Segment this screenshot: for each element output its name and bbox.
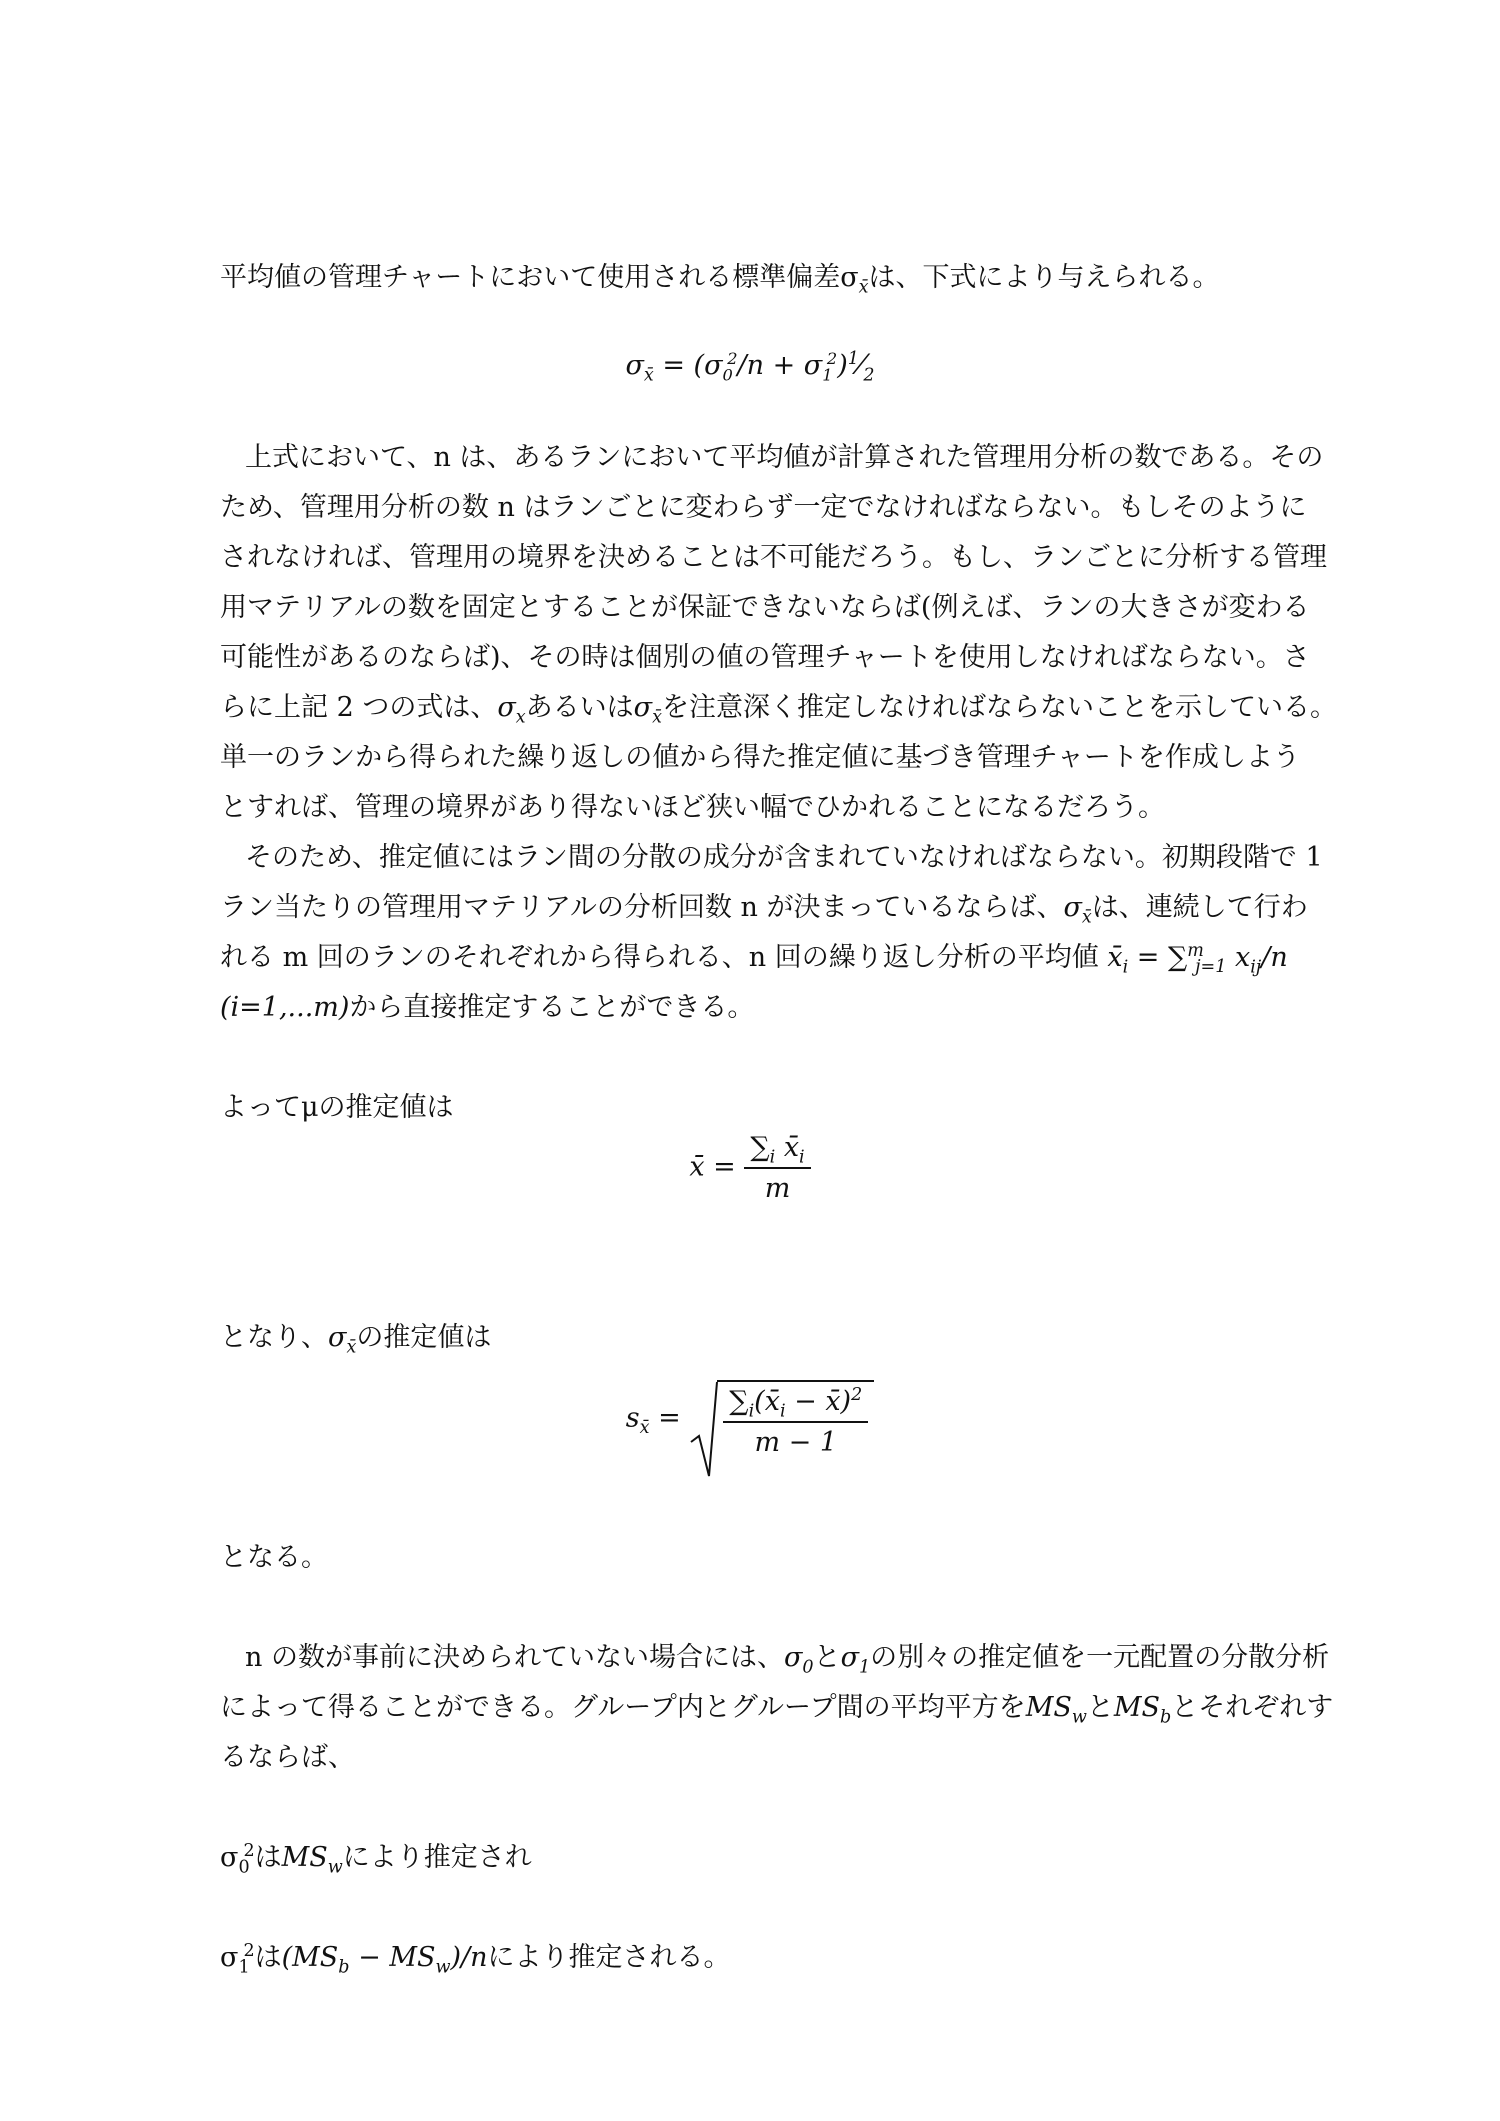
paragraph-2-line-2 — [220, 888, 1308, 928]
sigma-xbar-symbol-3: $\sigma_{x̄}$ — [328, 1322, 357, 1358]
paragraph-1-line-7: 単一のランから得られた繰り返しの値から得た推定値に基づき管理チャートを作成しよう — [220, 742, 1300, 773]
p2-l4-b: から直接推定することができる。 — [349, 992, 755, 1023]
paragraph-1-line-4: 用マテリアルの数を固定とすることが保証できないならば(例えば、ランの大きさが変わる — [220, 592, 1310, 623]
paragraph-3-line-3: るならば、 — [220, 1742, 355, 1773]
paragraph-3-line-2 — [220, 1688, 1334, 1728]
p1-l6-b: あるいは — [525, 692, 634, 723]
paragraph-2-line-1: そのため、推定値にはラン間の分散の成分が含まれていなければならない。初期段階で 1 — [245, 842, 1323, 873]
paragraph-1-line-8: とすれば、管理の境界があり得ないほど狭い幅でひかれることになるだろう。 — [220, 792, 1165, 823]
square-root-icon: $\frac{\sum_i(x̄_i - x̄)^2}{m - 1}$ — [689, 1380, 874, 1458]
p1-l6-c: を注意深く推定しなければならないことを示している。 — [662, 692, 1337, 723]
paragraph-2-line-4 — [220, 988, 1300, 1028]
sigma0-squared-symbol: $\sigma_0^2$ — [220, 1841, 255, 1878]
paragraph-1-line-5: 可能性があるのならば)、その時は個別の値の管理チャートを使用しなければならない。さ — [220, 642, 1310, 673]
intro-text: 平均値の管理チャートにおいて使用される標準偏差σ — [220, 262, 859, 293]
est1-b: により推定され — [342, 1842, 532, 1873]
p3-l1-c: の別々の推定値を一元配置の分散分析 — [870, 1642, 1330, 1673]
ms-w-symbol: $MS_w$ — [1025, 1692, 1087, 1728]
paragraph-2-line-3 — [220, 938, 1300, 978]
xbar-subscript: x̄ — [858, 277, 869, 298]
est2-b: により推定される。 — [487, 1942, 731, 1973]
p3-l2-a: によって得ることができる。グループ内とグループ間の平均平方を — [220, 1692, 1026, 1723]
paragraph-1-line-3: されなければ、管理用の境界を決めることは不可能だろう。もし、ランごとに分析する管理 — [220, 542, 1327, 573]
sigma-estimate-line — [220, 1318, 1300, 1358]
sigma-line-b: の推定値は — [356, 1322, 492, 1353]
p3-l1-b: と — [813, 1642, 841, 1673]
p1-l6-a: らに上記 2 つの式は、 — [220, 692, 498, 723]
p2-l2-a: ラン当たりの管理用マテリアルの分析回数 n が決まっているならば、 — [220, 892, 1064, 923]
p3-l1-a: n の数が事前に決められていない場合には、 — [245, 1642, 784, 1673]
sigma-1-symbol: $\sigma_1$ — [840, 1642, 871, 1678]
estimate-sigma0-line: $\sigma_0^2$は$MS_w$により推定され — [220, 1841, 532, 1878]
paragraph-1-line-6 — [220, 688, 1337, 728]
equation-xbar-estimate: x̄ = $\frac{\sum_i x̄_i}{m}$ — [0, 1132, 1500, 1204]
index-range: (i=1,...m) — [220, 992, 350, 1023]
intro-tail-text: は、下式により与えられる。 — [868, 262, 1220, 293]
sigma-x-symbol: $\sigma_x$ — [497, 692, 526, 728]
sigma-0-symbol: $\sigma_0$ — [783, 1642, 814, 1678]
sigma-xbar-symbol: $\sigma_{x̄}$ — [633, 692, 662, 728]
p3-l2-c: とそれぞれす — [1171, 1692, 1334, 1723]
ms-difference-formula: $(MS_b - MS_w)/n$ — [281, 1942, 488, 1978]
p2-l2-b: は、連続して行わ — [1091, 892, 1308, 923]
sigma1-squared-symbol: $\sigma_1^2$ — [220, 1941, 255, 1978]
ms-w-symbol-2: $MS_w$ — [281, 1842, 343, 1878]
intro-line — [220, 258, 1300, 298]
ms-b-symbol: $MS_b$ — [1113, 1692, 1172, 1728]
p3-l2-b: と — [1086, 1692, 1114, 1723]
estimate-sigma1-line: $\sigma_1^2$は$(MS_b - MS_w)/n$により推定される。 — [220, 1941, 731, 1978]
equation-sigma-xbar: $\sigma_{x̄} = (\sigma_0^2/n$ + $\sigma_1^2)^1⁄_2$ — [625, 349, 875, 386]
sigma-line-a: となり、 — [220, 1322, 328, 1353]
mu-estimate-line: よってμの推定値は — [220, 1092, 454, 1123]
sigma-xbar-symbol-2: $\sigma_{x̄}$ — [1063, 892, 1092, 928]
naru-line: となる。 — [220, 1542, 328, 1573]
equation-s-xbar: $s_{x̄}$ = $\frac{\sum_i(x̄_i - x̄)^2}{m - 1}$ — [0, 1380, 1500, 1458]
mean-definition-formula: $x̄_i = \sum^m_{j=1}$ $x_{ij}/n$ — [1107, 941, 1288, 978]
paragraph-1-line-1: 上式において、n は、あるランにおいて平均値が計算された管理用分析の数である。その — [245, 442, 1324, 473]
p2-l3-a: れる m 回のランのそれぞれから得られる、n 回の繰り返し分析の平均値 — [220, 942, 1099, 973]
paragraph-3-line-1 — [245, 1638, 1330, 1678]
paragraph-1-line-2: ため、管理用分析の数 n はランごとに変わらず一定でなければならない。もしそのように — [220, 492, 1307, 523]
